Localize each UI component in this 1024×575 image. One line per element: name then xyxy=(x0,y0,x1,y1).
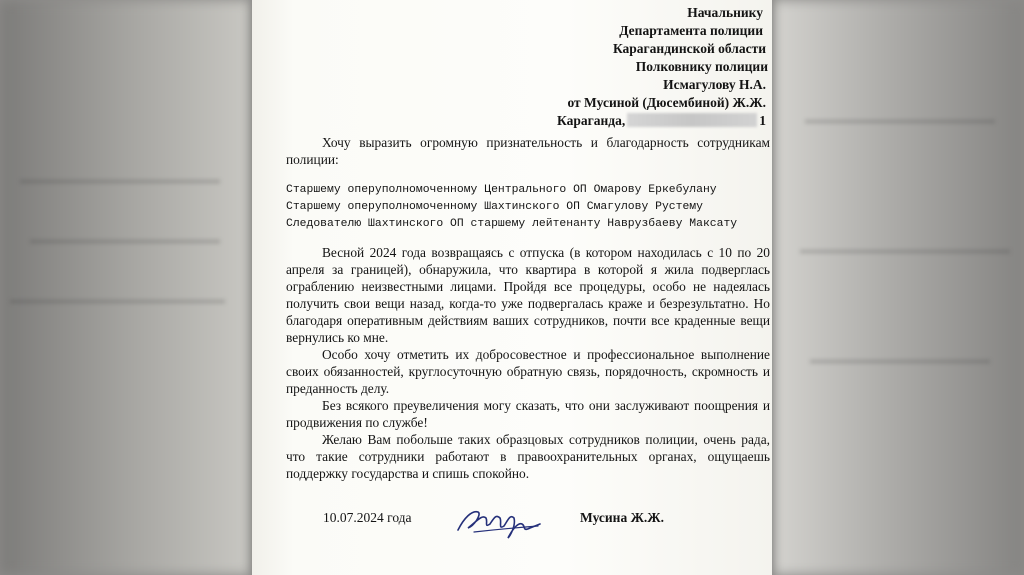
addressee-line: Исмагулову Н.А. xyxy=(663,77,766,92)
city-label: Караганда, xyxy=(557,113,626,128)
addressee-block xyxy=(472,4,772,130)
addressee-line: Полковнику полиции xyxy=(635,59,768,74)
blurred-text-line xyxy=(30,240,220,243)
officer-item: Старшему оперуполномоченному Шахтинского ОП Смагулову Рустему xyxy=(286,201,703,213)
officer-list xyxy=(286,182,776,233)
addressee-line: Карагандинской области xyxy=(612,41,766,56)
blurred-background-right xyxy=(772,0,1024,575)
blurred-text-line xyxy=(810,360,990,363)
addressee-line: Начальнику xyxy=(687,5,763,20)
signer-name: Мусина Ж.Ж. xyxy=(580,510,665,525)
officer-item: Следователю Шахтинского ОП старшему лейтенанту Наврузбаеву Максату xyxy=(286,218,738,230)
letter-page xyxy=(252,0,772,575)
blurred-text-line xyxy=(805,120,995,123)
redacted-area xyxy=(627,113,757,127)
letter-date: 10.07.2024 года xyxy=(323,510,412,525)
city-date-line xyxy=(472,112,772,130)
handwritten-signature xyxy=(452,500,544,540)
blurred-text-line xyxy=(10,300,225,303)
blurred-text-line xyxy=(20,180,220,183)
addressee-line: Департамента полиции xyxy=(619,23,763,38)
city-suffix: 1 xyxy=(759,113,766,128)
officer-item: Старшему оперуполномоченному Центрального ОП Омарову Еркебулану xyxy=(286,184,717,196)
blurred-text-line xyxy=(800,250,1010,253)
body-paragraph: Без всякого преувеличения могу сказать, что они заслуживают поощрения и продвижения по службе! xyxy=(286,398,770,430)
body-paragraph: Особо хочу отметить их добросовестное и профессиональное выполнение своих обязанностей, круглосуточную обратную связь, порядочность, скромность и преданность делу. xyxy=(286,347,770,396)
body-paragraph: Весной 2024 года возвращаясь с отпуска (в котором находилась с 10 по 20 апреля за границей), обнаружила, что квартира в которой я жила подверглась ограблению неизвестными лицами. Пройдя все процедуры, особо не надеялась получить свои вещи назад, когда-то уже подвергалась краже и безрезультатно. Но благодаря оперативным действиям ваших сотрудников, почти все краденные вещи вернулись ко мне. xyxy=(286,245,770,345)
body-paragraph: Желаю Вам побольше таких образцовых сотрудников полиции, очень рада, что такие сотрудники работают в правоохранительных органах, ощущаешь поддержку государства и спишь спокойно. xyxy=(286,432,770,481)
sender-line: от Мусиной (Дюсембиной) Ж.Ж. xyxy=(567,95,766,110)
intro-paragraph: Хочу выразить огромную признательность и благодарность сотрудникам полиции: xyxy=(286,135,770,167)
blurred-background-left xyxy=(0,0,252,575)
